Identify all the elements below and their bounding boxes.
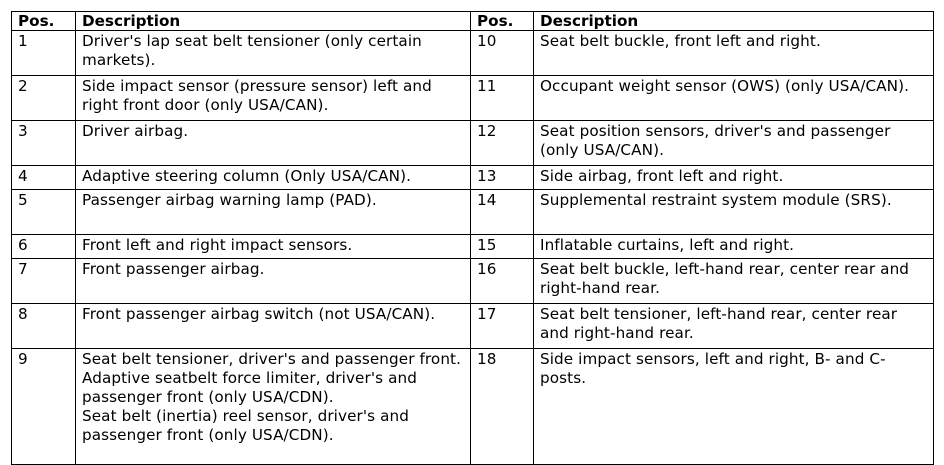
table-row (12, 349, 934, 465)
table-row (12, 304, 934, 349)
description-cell: Occupant weight sensor (OWS) (only USA/CAN). (534, 76, 934, 121)
description-cell: Seat belt tensioner, left-hand rear, center rear and right-hand rear. (534, 304, 934, 349)
description-cell: Front passenger airbag switch (not USA/CAN). (76, 304, 471, 349)
header-row (12, 12, 934, 31)
description-cell: Side impact sensors, left and right, B- and C-posts. (534, 349, 934, 465)
pos-cell: 18 (471, 349, 534, 465)
table-row (12, 259, 934, 304)
description-line: Seat belt (inertia) reel sensor, driver's and passenger front (only USA/CDN). (82, 407, 409, 444)
pos-cell: 10 (471, 31, 534, 76)
pos-cell: 14 (471, 190, 534, 235)
pos-cell: 8 (12, 304, 76, 349)
pos-cell: 16 (471, 259, 534, 304)
description-cell: Side airbag, front left and right. (534, 166, 934, 190)
description-cell: Inflatable curtains, left and right. (534, 235, 934, 259)
pos-cell: 6 (12, 235, 76, 259)
description-cell: Seat position sensors, driver's and passenger (only USA/CAN). (534, 121, 934, 166)
description-cell: Seat belt buckle, front left and right. (534, 31, 934, 76)
pos-cell: 2 (12, 76, 76, 121)
description-cell: Seat belt buckle, left-hand rear, center rear and right-hand rear. (534, 259, 934, 304)
description-cell: Front left and right impact sensors. (76, 235, 471, 259)
description-cell (76, 349, 471, 465)
pos-cell: 17 (471, 304, 534, 349)
description-cell: Driver's lap seat belt tensioner (only certain markets). (76, 31, 471, 76)
pos-cell: 12 (471, 121, 534, 166)
pos-cell: 9 (12, 349, 76, 465)
description-cell: Driver airbag. (76, 121, 471, 166)
description-cell: Side impact sensor (pressure sensor) left and right front door (only USA/CAN). (76, 76, 471, 121)
description-line: Seat belt tensioner, driver's and passenger front. (82, 350, 462, 368)
pos-cell: 7 (12, 259, 76, 304)
pos-cell: 4 (12, 166, 76, 190)
header-description-left: Description (76, 12, 471, 31)
pos-cell: 15 (471, 235, 534, 259)
pos-cell: 3 (12, 121, 76, 166)
header-pos-right: Pos. (471, 12, 534, 31)
table-row (12, 166, 934, 190)
table-row (12, 76, 934, 121)
description-line: Adaptive seatbelt force limiter, driver's and passenger front (only USA/CDN). (82, 369, 417, 406)
pos-cell: 11 (471, 76, 534, 121)
header-pos-left: Pos. (12, 12, 76, 31)
description-cell: Front passenger airbag. (76, 259, 471, 304)
table-row (12, 190, 934, 235)
description-cell: Passenger airbag warning lamp (PAD). (76, 190, 471, 235)
header-description-right: Description (534, 12, 934, 31)
table-row (12, 235, 934, 259)
description-cell: Adaptive steering column (Only USA/CAN). (76, 166, 471, 190)
table-row (12, 31, 934, 76)
pos-cell: 5 (12, 190, 76, 235)
pos-cell: 13 (471, 166, 534, 190)
pos-cell: 1 (12, 31, 76, 76)
component-table (11, 11, 934, 465)
table-row (12, 121, 934, 166)
description-cell: Supplemental restraint system module (SRS). (534, 190, 934, 235)
